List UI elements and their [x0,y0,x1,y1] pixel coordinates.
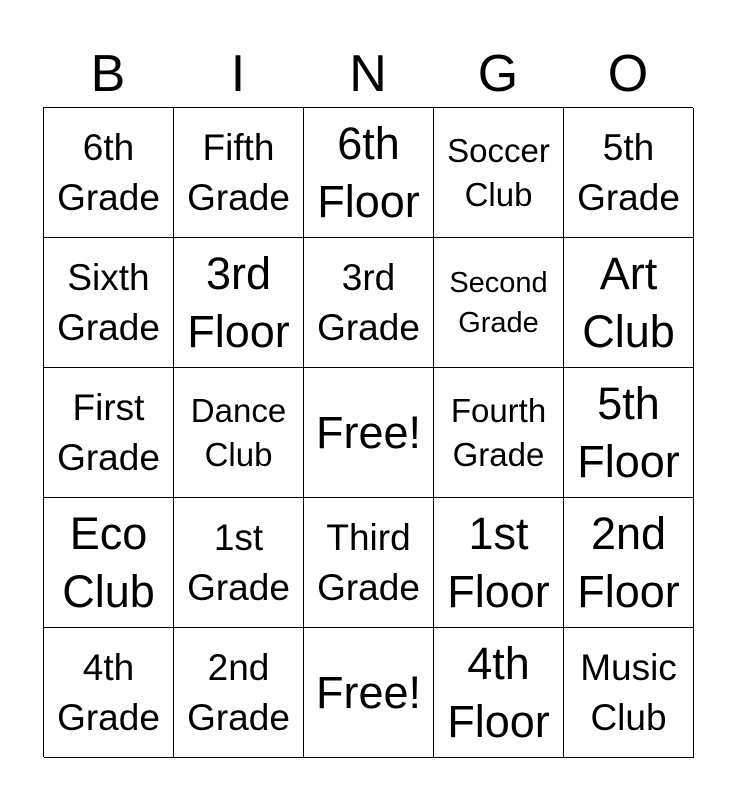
bingo-cell[interactable] [434,238,564,368]
cell-line: Grade [577,176,680,218]
cell-line: Eco [69,507,148,559]
cell-line: 3rd [205,247,272,299]
cell-line: Grade [317,306,420,348]
cell-line: Club [590,696,667,738]
cell-line: Floor [577,435,680,487]
cell-line: Grade [57,176,160,218]
free-label: Free! [315,666,422,718]
bingo-cell[interactable] [44,498,174,628]
cell-line: First [72,386,145,428]
bingo-cell[interactable] [174,368,304,498]
cell-line: Fifth [202,126,275,168]
bingo-cell[interactable] [564,628,694,758]
cell-line: Music [580,646,677,688]
cell-line: 5th [597,377,660,429]
header-letter-o: O [607,45,649,103]
cell-line: Grade [187,696,290,738]
cell-line: 2nd [207,646,270,688]
cell-line: Second [449,266,548,299]
header-letter-i: I [230,45,246,103]
cell-line: 2nd [590,507,667,559]
cell-line: Club [582,305,675,357]
free-label: Free! [315,406,422,458]
cell-line: Grade [187,566,290,608]
cell-line: Dance [190,391,287,429]
header-letter-b: B [90,45,126,103]
header-letter-g: G [477,45,519,103]
cell-line: Floor [577,565,680,617]
cell-line: Grade [458,306,539,339]
bingo-cell[interactable] [564,238,694,368]
bingo-cell[interactable] [434,628,564,758]
cell-line: 4th [82,646,135,688]
cell-line: 5th [602,126,655,168]
bingo-cell[interactable] [44,368,174,498]
bingo-cell[interactable] [304,238,434,368]
bingo-grid [43,107,693,757]
bingo-cell[interactable] [174,108,304,238]
bingo-cell[interactable] [174,498,304,628]
cell-line: 6th [82,126,135,168]
cell-line: 6th [337,117,400,169]
cell-line: Floor [317,175,420,227]
cell-line: 1st [213,516,264,558]
bingo-cell[interactable] [434,368,564,498]
bingo-cell[interactable] [564,368,694,498]
cell-line: Grade [452,435,545,473]
bingo-cell[interactable] [304,498,434,628]
cell-line: Floor [187,305,290,357]
bingo-cell[interactable] [564,498,694,628]
cell-line: Fourth [450,391,547,429]
cell-line: Club [204,435,273,473]
cell-line: Club [464,175,533,213]
bingo-cell[interactable] [174,238,304,368]
bingo-free-cell[interactable] [304,368,434,498]
header-letter-n: N [349,45,387,103]
cell-line: Art [599,247,658,299]
cell-line: Soccer [447,131,550,169]
cell-line: Third [326,516,411,558]
bingo-cell[interactable] [44,108,174,238]
cell-line: Grade [57,306,160,348]
bingo-cell[interactable] [564,108,694,238]
bingo-header [43,40,693,108]
bingo-free-cell[interactable] [304,628,434,758]
bingo-cell[interactable] [434,498,564,628]
cell-line: 3rd [341,256,396,298]
cell-line: Grade [57,436,160,478]
cell-line: Grade [57,696,160,738]
cell-line: 4th [467,637,530,689]
cell-line: Grade [317,566,420,608]
cell-line: Sixth [67,256,150,298]
bingo-cell[interactable] [304,108,434,238]
cell-line: Grade [187,176,290,218]
bingo-cell[interactable] [434,108,564,238]
cell-line: Floor [447,695,550,747]
bingo-cell[interactable] [44,238,174,368]
cell-line: 1st [468,507,529,559]
cell-line: Floor [447,565,550,617]
bingo-cell[interactable] [44,628,174,758]
cell-line: Club [62,565,155,617]
bingo-cell[interactable] [174,628,304,758]
